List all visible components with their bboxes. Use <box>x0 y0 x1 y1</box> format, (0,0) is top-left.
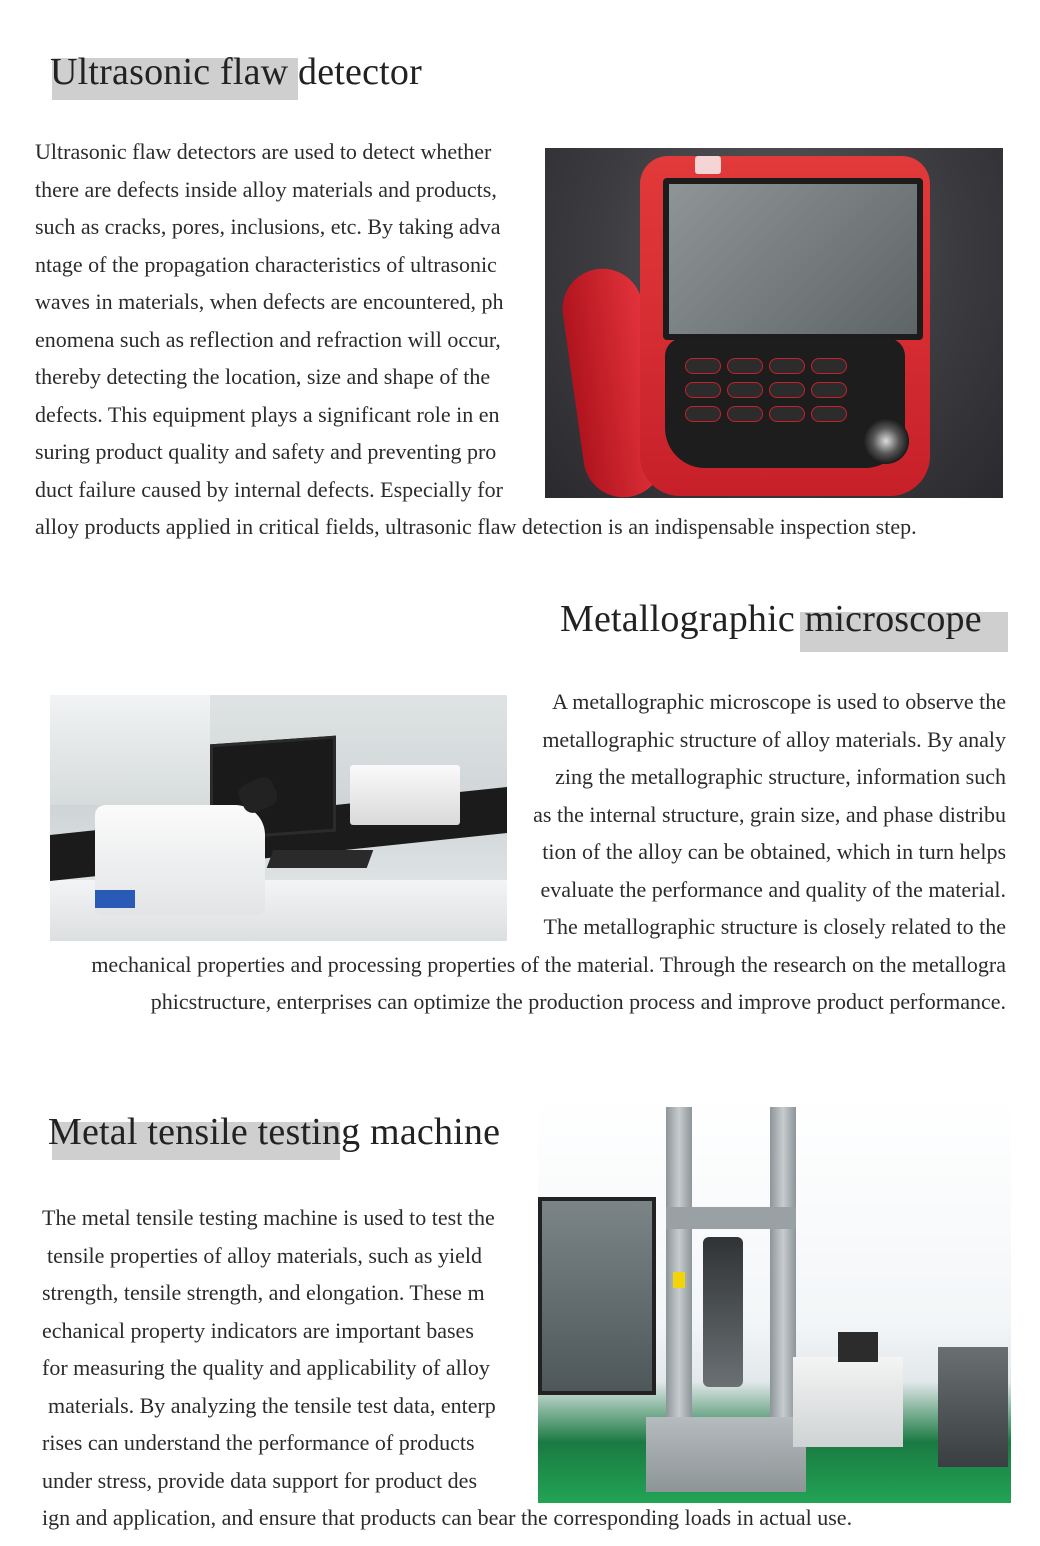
text-line: such as cracks, pores, inclusions, etc. By taking adva <box>35 214 501 239</box>
text-line: under stress, provide data support for product des <box>42 1467 478 1493</box>
text-line: materials. By analyzing the tensile test data, enterp <box>48 1392 496 1418</box>
section-title-tensile: Metal tensile testing machine <box>48 1111 501 1153</box>
text-line: evaluate the performance and quality of the material. <box>540 876 1006 902</box>
section-title-microscope: Metallographic microscope <box>560 598 982 640</box>
text-line: The metallographic structure is closely related to the <box>543 914 1006 939</box>
text-line: metallographic structure of alloy materials. By analy <box>542 726 1006 752</box>
text-line: phicstructure, enterprises can optimize the production process and improve product performance. <box>150 989 1006 1014</box>
text-line: thereby detecting the location, size and shape of the <box>35 364 491 389</box>
text-line: rises can understand the performance of products <box>42 1430 475 1455</box>
text-line: suring product quality and safety and preventing pro <box>35 439 497 464</box>
text-line: enomena such as reflection and refraction will occur, <box>35 326 501 352</box>
text-line: tion of the alloy can be obtained, which in turn helps <box>542 839 1006 864</box>
text-line: alloy products applied in critical fields, ultrasonic flaw detection is an indispensable inspection step. <box>35 514 917 539</box>
text-line: tensile properties of alloy materials, such as yield <box>47 1242 482 1268</box>
text-line: echanical property indicators are important bases <box>42 1317 474 1343</box>
text-line: duct failure caused by internal defects. Especially for <box>35 476 503 502</box>
text-line: A metallographic microscope is used to observe the <box>552 689 1006 714</box>
ultrasonic-description <box>35 133 917 546</box>
tensile-description <box>42 1199 852 1537</box>
text-line: zing the metallographic structure, information such <box>555 764 1006 789</box>
section-title-ultrasonic: Ultrasonic flaw detector <box>50 51 422 93</box>
text-line: waves in materials, when defects are encountered, ph <box>35 289 504 314</box>
text-line: mechanical properties and processing properties of the material. Through the research on the metallogra <box>91 951 1006 977</box>
microscope-description <box>50 683 1006 1021</box>
text-line: ntage of the propagation characteristics of ultrasonic <box>35 251 497 277</box>
text-line: The metal tensile testing machine is used to test the <box>42 1205 495 1230</box>
text-line: as the internal structure, grain size, and phase distribu <box>533 801 1006 827</box>
text-line: for measuring the quality and applicability of alloy <box>42 1355 490 1380</box>
equipment-cabinet <box>938 1347 1008 1467</box>
text-line: ign and application, and ensure that products can bear the corresponding loads in actual use. <box>42 1505 853 1530</box>
text-line: strength, tensile strength, and elongation. These m <box>42 1280 485 1305</box>
text-line: there are defects inside alloy materials and products, <box>35 176 497 202</box>
text-line: Ultrasonic flaw detectors are used to detect whether <box>35 139 492 164</box>
text-line: defects. This equipment plays a significant role in en <box>35 401 500 427</box>
